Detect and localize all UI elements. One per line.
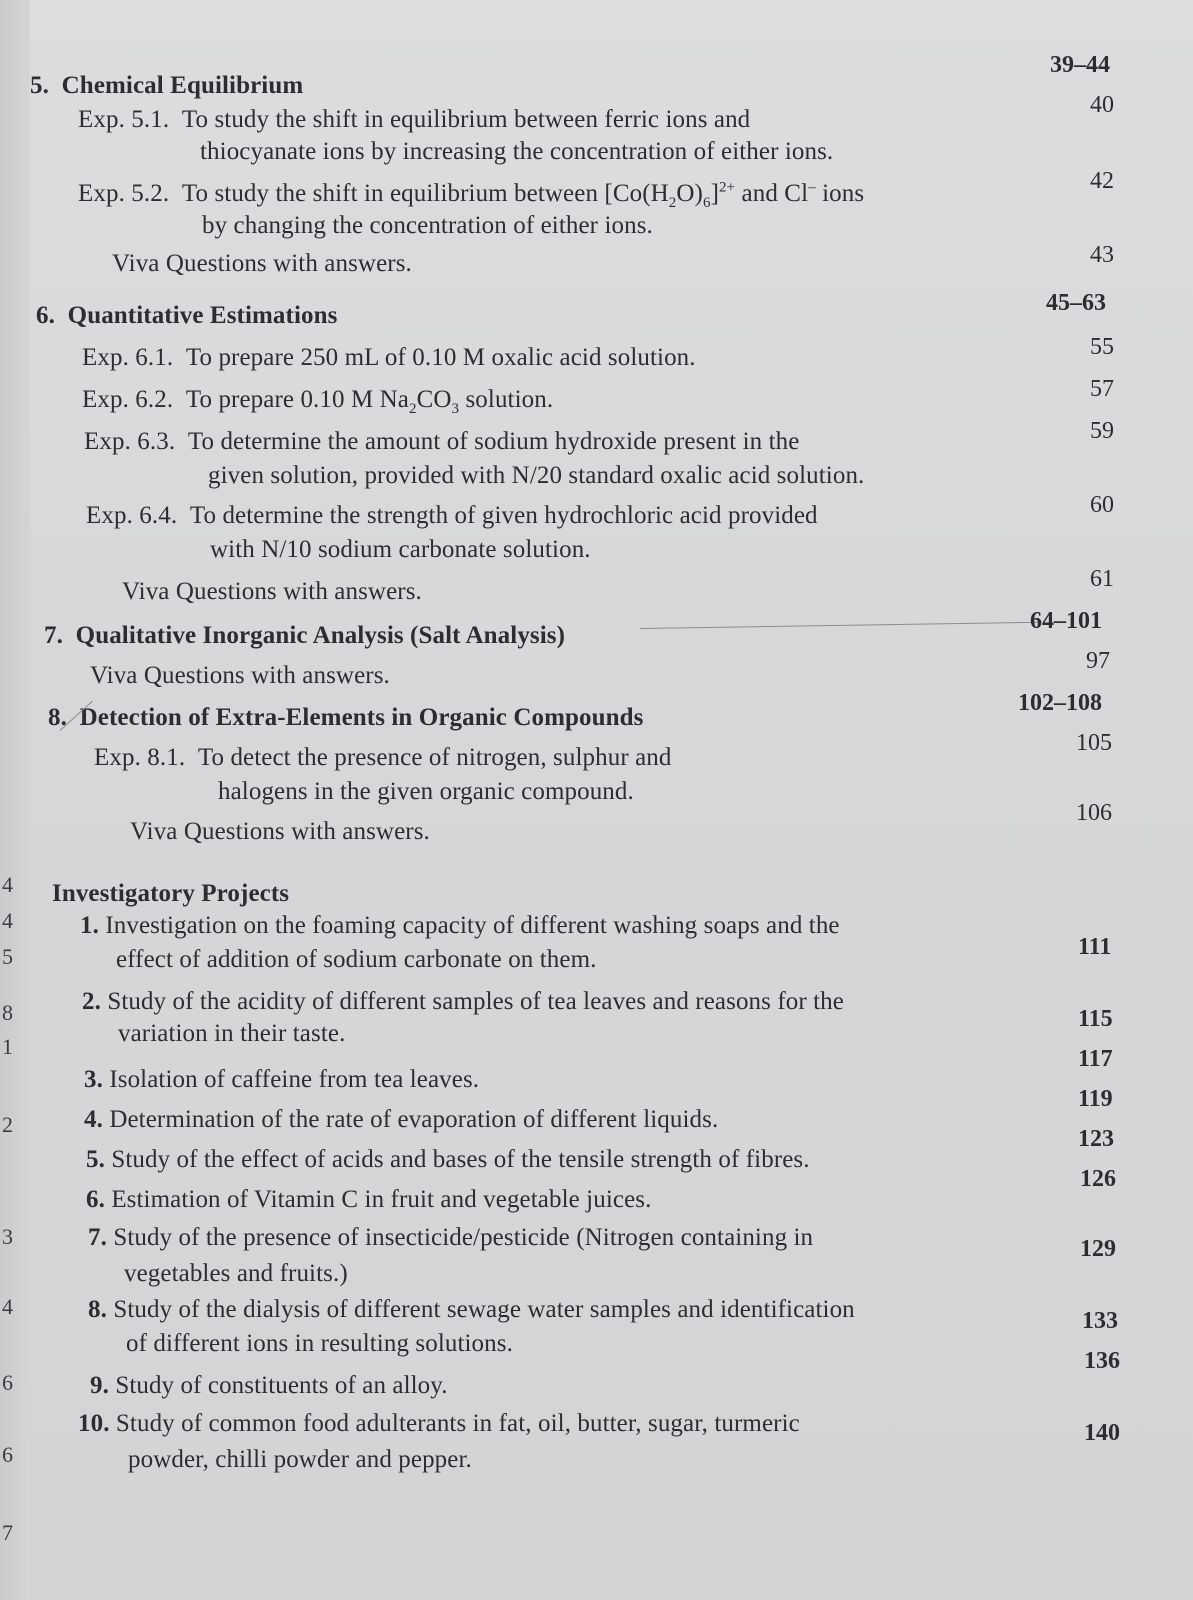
project-4: 4. Determination of the rate of evaporation of different liquids. [84, 1106, 719, 1133]
margin-number: 2 [2, 1112, 13, 1137]
project-10-line2: powder, chilli powder and pepper. [128, 1446, 472, 1473]
exp-6-2: Exp. 6.2. To prepare 0.10 M $Na_2CO_3$ solution. [82, 386, 554, 417]
margin-number: 4 [2, 872, 13, 897]
project-7-line2: vegetables and fruits.) [124, 1260, 348, 1287]
project-8-page: 133 [1082, 1308, 1118, 1334]
project-9: 9. Study of constituents of an alloy. [90, 1372, 448, 1399]
exp-5-2-line2: by changing the concentration of either ions. [202, 212, 653, 239]
margin-number: 3 [2, 1224, 13, 1249]
project-5-page: 123 [1078, 1126, 1114, 1152]
project-6: 6. Estimation of Vitamin C in fruit and vegetable juices. [86, 1186, 652, 1213]
viva-7: Viva Questions with answers. [90, 662, 390, 689]
project-7-line1: 7. Study of the presence of insecticide/pesticide (Nitrogen containing in [88, 1224, 814, 1251]
project-7-page: 129 [1080, 1236, 1116, 1262]
margin-number: 1 [2, 1034, 13, 1059]
project-6-page: 126 [1080, 1166, 1116, 1192]
viva-6: Viva Questions with answers. [122, 578, 422, 605]
project-9-page: 136 [1084, 1348, 1120, 1374]
project-10-page: 140 [1084, 1420, 1120, 1446]
exp-8-1-line1: Exp. 8.1. To detect the presence of nitrogen, sulphur and [94, 744, 672, 771]
pencil-underline [640, 622, 1040, 629]
exp-5-1-page: 40 [1090, 92, 1114, 118]
project-4-page: 119 [1078, 1086, 1113, 1112]
section-7-pages: 64–101 [1030, 608, 1102, 634]
exp-5-2-page: 42 [1090, 168, 1114, 194]
section-5-heading: 5. Chemical Equilibrium [30, 72, 304, 99]
project-2-line1: 2. Study of the acidity of different samples of tea leaves and reasons for the [82, 988, 844, 1015]
project-3-page: 117 [1078, 1046, 1113, 1072]
exp-6-1: Exp. 6.1. To prepare 250 mL of 0.10 M oxalic acid solution. [82, 344, 696, 371]
viva-8-page: 106 [1076, 800, 1112, 826]
project-3: 3. Isolation of caffeine from tea leaves. [84, 1066, 480, 1093]
project-5: 5. Study of the effect of acids and bases of the tensile strength of fibres. [86, 1146, 810, 1173]
margin-number: 6 [2, 1442, 13, 1467]
section-5-pages: 39–44 [1050, 52, 1110, 78]
project-2-page: 115 [1078, 1006, 1113, 1032]
viva-6-page: 61 [1090, 566, 1114, 592]
viva-5: Viva Questions with answers. [112, 250, 412, 277]
exp-5-1-line2: thiocyanate ions by increasing the concentration of either ions. [200, 138, 834, 165]
viva-8: Viva Questions with answers. [130, 818, 430, 845]
section-6-pages: 45–63 [1046, 290, 1106, 316]
previous-page-edge [0, 0, 30, 1600]
exp-5-1-line1: Exp. 5.1. To study the shift in equilibrium between ferric ions and [78, 106, 751, 133]
section-6-heading: 6. Quantitative Estimations [36, 302, 338, 329]
section-7-heading: 7. Qualitative Inorganic Analysis (Salt Analysis) [44, 622, 566, 649]
section-8-pages: 102–108 [1018, 690, 1102, 716]
margin-number: 4 [2, 908, 13, 933]
exp-6-3-line1: Exp. 6.3. To determine the amount of sodium hydroxide present in the [84, 428, 800, 455]
margin-number: 4 [2, 1294, 13, 1319]
project-1-page: 111 [1078, 934, 1112, 960]
project-2-line2: variation in their taste. [118, 1020, 346, 1047]
investigatory-heading: Investigatory Projects [52, 880, 290, 907]
exp-8-1-page: 105 [1076, 730, 1112, 756]
exp-6-4-line2: with N/10 sodium carbonate solution. [210, 536, 591, 563]
exp-6-4-page: 60 [1090, 492, 1114, 518]
exp-6-3-line2: given solution, provided with N/20 standard oxalic acid solution. [208, 462, 865, 489]
viva-5-page: 43 [1090, 242, 1114, 268]
project-8-line1: 8. Study of the dialysis of different sewage water samples and identification [88, 1296, 855, 1323]
project-10-line1: 10. Study of common food adulterants in fat, oil, butter, sugar, turmeric [78, 1410, 800, 1437]
exp-8-1-line2: halogens in the given organic compound. [218, 778, 634, 805]
exp-6-1-page: 55 [1090, 334, 1114, 360]
project-1-line2: effect of addition of sodium carbonate on them. [116, 946, 597, 973]
margin-number: 6 [2, 1370, 13, 1395]
exp-5-2-line1: Exp. 5.2. To study the shift in equilibrium between $[Co(H_2O)_6]^{2+}$ and Cl– ions [78, 179, 865, 211]
project-8-line2: of different ions in resulting solutions. [126, 1330, 513, 1357]
project-1-line1: 1. Investigation on the foaming capacity of different washing soaps and the [80, 912, 840, 939]
margin-number: 7 [2, 1520, 13, 1545]
exp-6-2-page: 57 [1090, 376, 1114, 402]
exp-6-3-page: 59 [1090, 418, 1114, 444]
margin-number: 8 [2, 1000, 13, 1025]
section-8-heading: 8. Detection of Extra-Elements in Organic Compounds [48, 704, 644, 731]
exp-6-4-line1: Exp. 6.4. To determine the strength of given hydrochloric acid provided [86, 502, 818, 529]
margin-number: 5 [2, 944, 13, 969]
viva-7-page: 97 [1086, 648, 1110, 674]
